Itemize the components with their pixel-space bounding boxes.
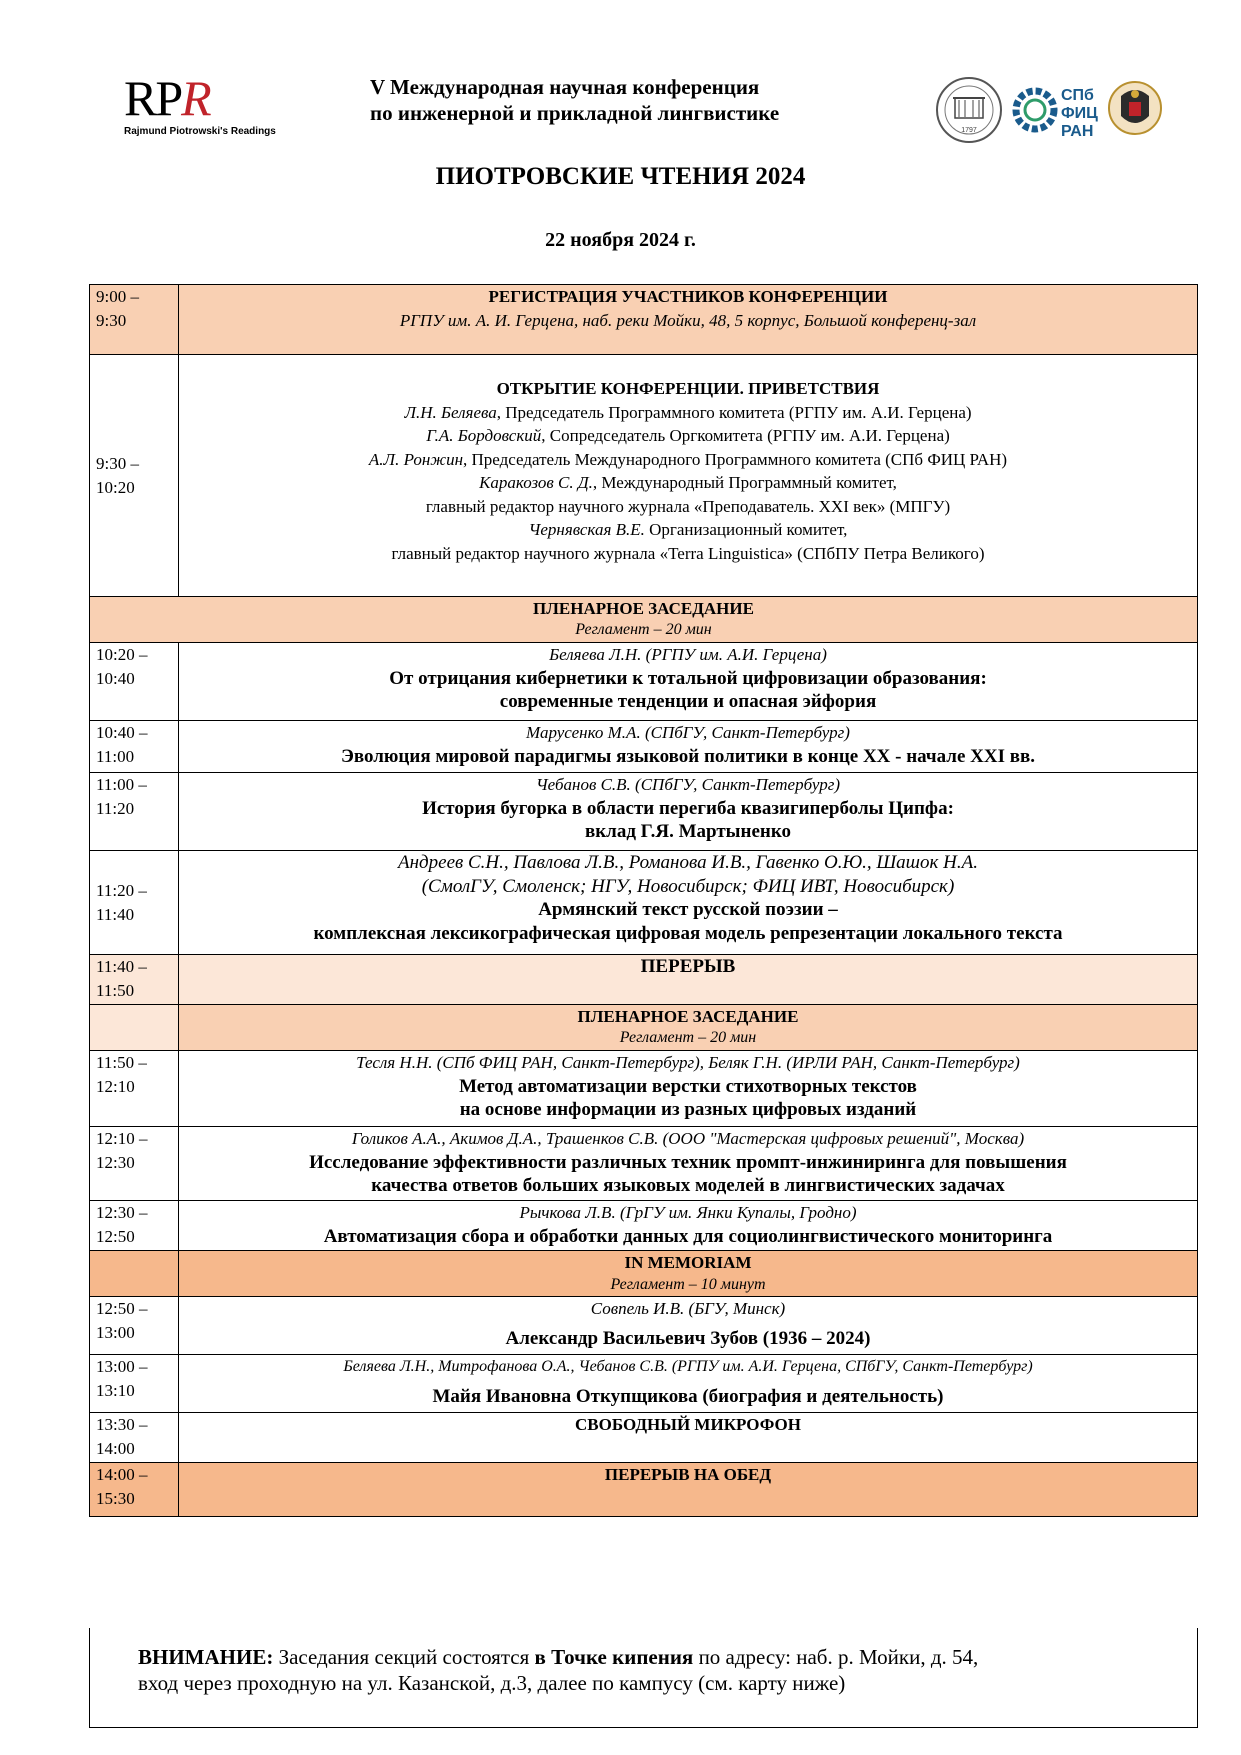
- time-cell: [90, 1251, 179, 1297]
- time-cell: 9:00 – 9:30: [90, 285, 179, 355]
- svg-text:РАН: РАН: [1061, 123, 1094, 140]
- rpr-logo: RPR Rajmund Piotrowski's Readings: [124, 70, 276, 137]
- table-row: [90, 1413, 1198, 1463]
- time-cell: [90, 1005, 179, 1051]
- time-cell: 11:00 – 11:20: [90, 773, 179, 851]
- partner-logos: [935, 72, 1165, 152]
- time-cell: 13:00 – 13:10: [90, 1355, 179, 1413]
- table-row: [90, 1127, 1198, 1201]
- university-seal-icon: [937, 78, 1001, 142]
- talk-cell: Беляева Л.Н., Митрофанова О.А., Чебанов С.В. (РГПУ им. А.И. Герцена, СПбГУ, Санкт-Петербург) Майя Ивановна Откупщикова (биография и деятельность): [179, 1355, 1198, 1413]
- time-cell: 10:40 – 11:00: [90, 721, 179, 773]
- page-title: ПИОТРОВСКИЕ ЧТЕНИЯ 2024: [435, 163, 806, 190]
- svg-text:1797: 1797: [961, 127, 977, 134]
- time-cell: 13:30 – 14:00: [90, 1413, 179, 1463]
- talk-cell: Андреев С.Н., Павлова Л.В., Романова И.В., Гавенко О.Ю., Шашок Н.А. (СмолГУ, Смоленск; НГУ, Новосибирск; ФИЦ ИВТ, Новосибирск) Армянский текст русской поэзии – комплексная лексикографическая цифровая модель репрезентации локального текста: [179, 851, 1198, 955]
- talk-cell: Беляева Л.Н. (РГПУ им. А.И. Герцена) От отрицания кибернетики к тотальной цифровизации образования: современные тенденции и опасная эйфория: [179, 643, 1198, 721]
- memoriam-header: IN MEMORIAM Регламент – 10 минут: [179, 1251, 1198, 1297]
- time-cell: 12:30 – 12:50: [90, 1201, 179, 1251]
- table-row: [90, 1297, 1198, 1355]
- section-header-row: [90, 1251, 1198, 1297]
- talk-cell: Тесля Н.Н. (СПб ФИЦ РАН, Санкт-Петербург), Беляк Г.Н. (ИРЛИ РАН, Санкт-Петербург) Метод автоматизации верстки стихотворных текстов на основе информации из разных цифровых изданий: [179, 1051, 1198, 1127]
- break-cell: ПЕРЕРЫВ: [179, 955, 1198, 1005]
- time-cell: 11:50 – 12:10: [90, 1051, 179, 1127]
- registration-cell: РЕГИСТРАЦИЯ УЧАСТНИКОВ КОНФЕРЕНЦИИ РГПУ им. А. И. Герцена, наб. реки Мойки, 48, 5 корпус, Большой конференц-зал: [179, 285, 1198, 355]
- section-header-row: [90, 1005, 1198, 1051]
- mic-cell: СВОБОДНЫЙ МИКРОФОН: [179, 1413, 1198, 1463]
- table-row: [90, 1463, 1198, 1517]
- time-cell: 12:50 – 13:00: [90, 1297, 179, 1355]
- conference-header: [370, 74, 890, 126]
- plenary-header: ПЛЕНАРНОЕ ЗАСЕДАНИЕ Регламент – 20 мин: [90, 597, 1198, 643]
- time-cell: 11:40 – 11:50: [90, 955, 179, 1005]
- lunch-cell: ПЕРЕРЫВ НА ОБЕД: [179, 1463, 1198, 1517]
- section-header-row: [90, 597, 1198, 643]
- talk-cell: Рычкова Л.В. (ГрГУ им. Янки Купалы, Гродно) Автоматизация сбора и обработки данных для социолингвистического мониторинга: [179, 1201, 1198, 1251]
- attention-notice: ВНИМАНИЕ: Заседания секций состоятся в Точке кипения по адресу: наб. р. Мойки, д. 54, вход через проходную на ул. Казанской, д.3, далее по кампусу (см. карту ниже): [89, 1628, 1198, 1728]
- talk-cell: Чебанов С.В. (СПбГУ, Санкт-Петербург) История бугорка в области перегиба квазигиперболы Ципфа: вклад Г.Я. Мартыненко: [179, 773, 1198, 851]
- header-line-1: V Международная научная конференция: [370, 75, 760, 99]
- time-cell: 12:10 – 12:30: [90, 1127, 179, 1201]
- opening-cell: ОТКРЫТИЕ КОНФЕРЕНЦИИ. ПРИВЕТСТВИЯ Л.Н. Беляева, Председатель Программного комитета (РГПУ им. А.И. Герцена) Г.А. Бордовский, Сопредседатель Оргкомитета (РГПУ им. А.И. Герцена) А.Л. Ронжин, Председатель Международного Программного комитета (СПб ФИЦ РАН) Каракозов С. Д., Международный Программный комитет, главный редактор научного журнала «Преподаватель. XXI век» (МПГУ) Чернявская В.Е. Организационный комитет, главный редактор научного журнала «Terra Linguistica» (СПбПУ Петра Великого): [179, 355, 1198, 597]
- coat-of-arms-icon: [1109, 82, 1161, 134]
- time-cell: 9:30 – 10:20: [90, 355, 179, 597]
- table-row: [90, 721, 1198, 773]
- talk-cell: Совпель И.В. (БГУ, Минск) Александр Васильевич Зубов (1936 – 2024): [179, 1297, 1198, 1355]
- table-row: [90, 955, 1198, 1005]
- table-row: [90, 355, 1198, 597]
- header-line-2: по инженерной и прикладной лингвистике: [370, 101, 780, 125]
- svg-text:СПб: СПб: [1061, 87, 1094, 104]
- time-cell: 10:20 – 10:40: [90, 643, 179, 721]
- talk-cell: Голиков А.А., Акимов Д.А., Трашенков С.В. (ООО "Мастерская цифровых решений", Москва) Исследование эффективности различных техник промпт-инжиниринга для повышения качества ответов больших языковых моделей в лингвистических задачах: [179, 1127, 1198, 1201]
- table-row: [90, 285, 1198, 355]
- talk-cell: Марусенко М.А. (СПбГУ, Санкт-Петербург) Эволюция мировой парадигмы языковой политики в конце XX - начале XXI вв.: [179, 721, 1198, 773]
- svg-text:ФИЦ: ФИЦ: [1061, 105, 1098, 122]
- table-row: [90, 1201, 1198, 1251]
- table-row: [90, 773, 1198, 851]
- table-row: [90, 851, 1198, 955]
- table-row: [90, 1051, 1198, 1127]
- time-cell: 14:00 – 15:30: [90, 1463, 179, 1517]
- rpr-logo-subtitle: Rajmund Piotrowski's Readings: [124, 126, 276, 137]
- spb-frc-ras-gear-icon: [1016, 91, 1054, 129]
- table-row: [90, 643, 1198, 721]
- table-row: [90, 1355, 1198, 1413]
- plenary-header: ПЛЕНАРНОЕ ЗАСЕДАНИЕ Регламент – 20 мин: [179, 1005, 1198, 1051]
- time-cell: 11:20 – 11:40: [90, 851, 179, 955]
- conference-date: 22 ноября 2024 г.: [545, 229, 696, 251]
- schedule-table: [89, 284, 1198, 1517]
